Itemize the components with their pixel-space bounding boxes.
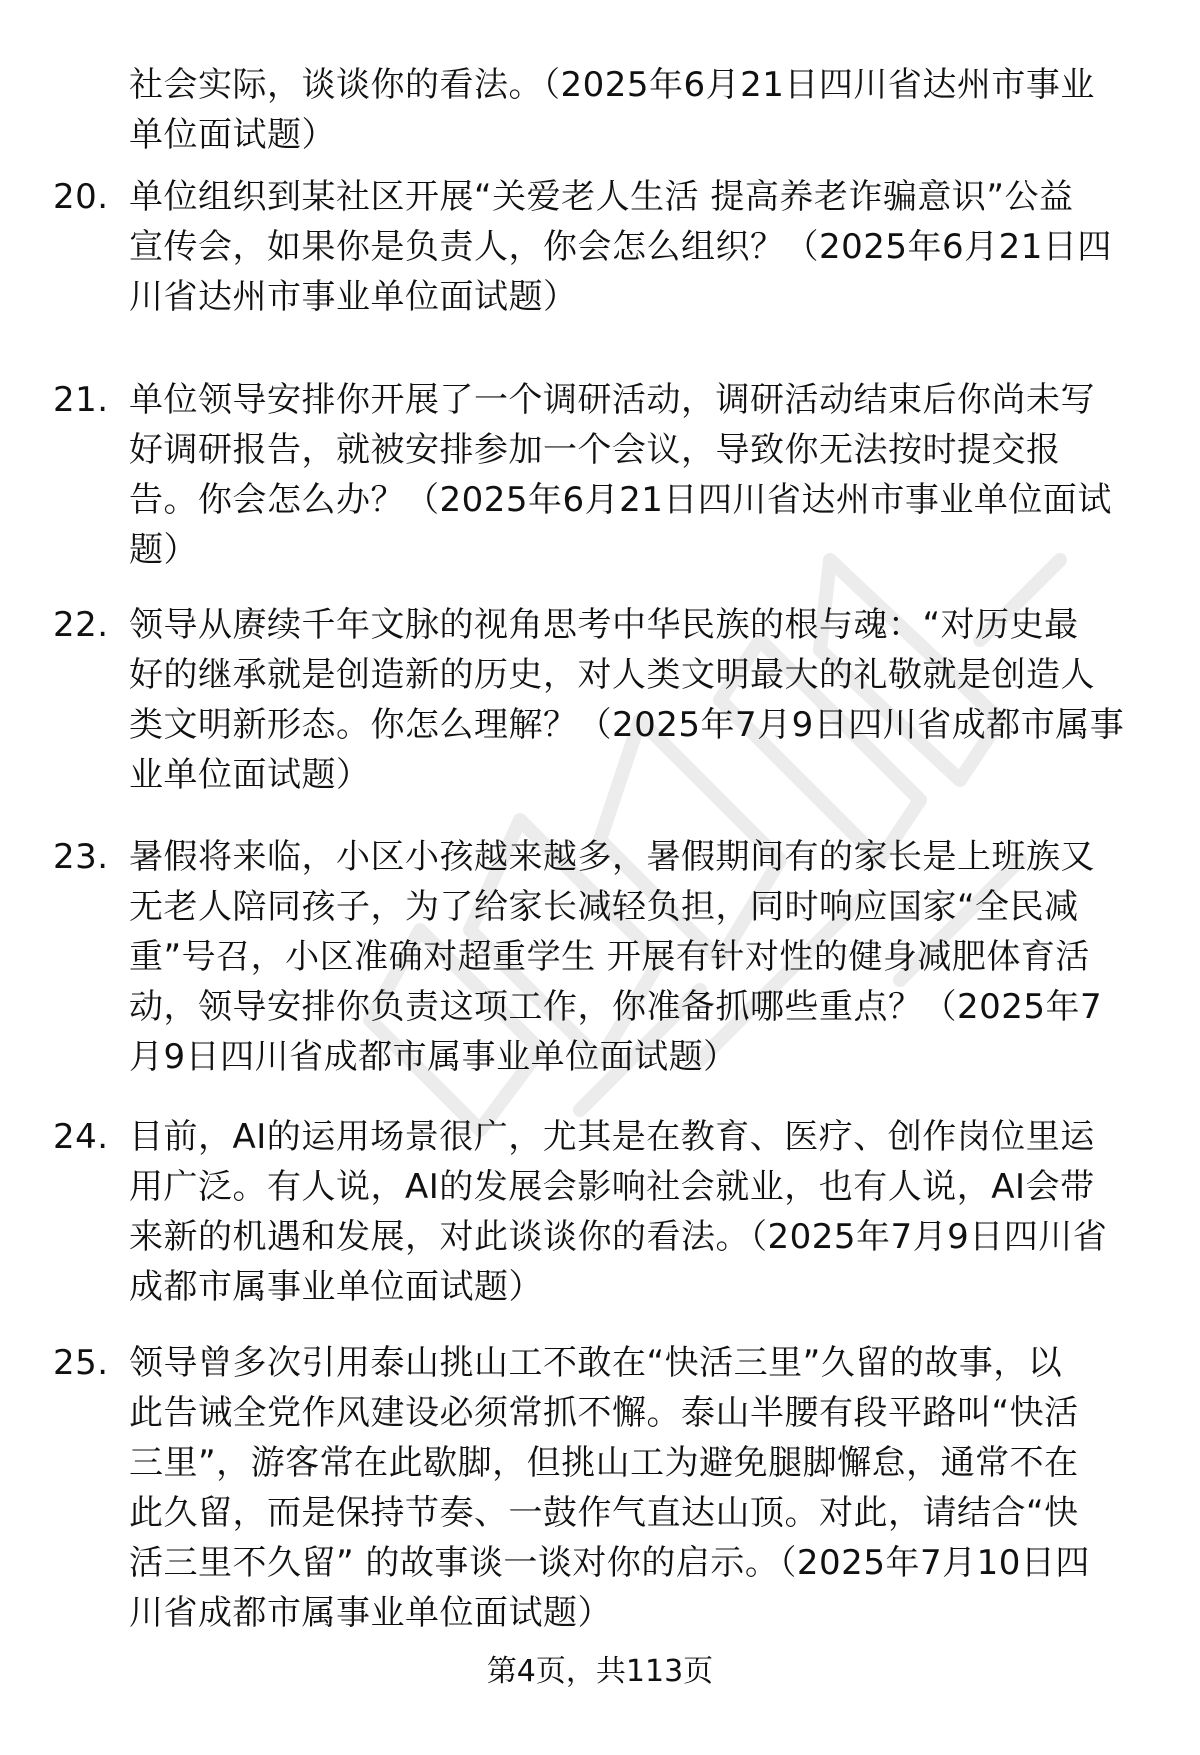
text-line: 三里”，游客常在此歇脚，但挑山工为避免腿脚懈怠，通常不在 — [129, 1443, 1079, 1483]
text-line: 动，领导安排你负责这项工作，你准备抓哪些重点？（2025年7 — [129, 987, 1103, 1027]
question-item — [53, 172, 1159, 322]
text-line: 领导曾多次引用泰山挑山工不敢在“快活三里”久留的故事，以 — [129, 1343, 1063, 1383]
question-number: 23. — [53, 837, 109, 877]
text-line: 重”号召，小区准确对超重学生 开展有针对性的健身减肥体育活 — [129, 937, 1090, 977]
question-number: 22. — [53, 605, 109, 645]
text-line: 无老人陪同孩子，为了给家长减轻负担，同时响应国家“全民减 — [129, 887, 1079, 927]
text-line: 业单位面试题） — [129, 755, 371, 795]
text-line: 来新的机遇和发展，对此谈谈你的看法。（2025年7月9日四川省 — [129, 1217, 1108, 1257]
question-number: 20. — [53, 177, 109, 217]
question-number: 25. — [53, 1343, 109, 1383]
question-item — [53, 832, 1159, 1082]
question-continuation — [129, 60, 1159, 160]
text-line: 类文明新形态。你怎么理解？（2025年7月9日四川省成都市属事 — [129, 705, 1125, 745]
text-line: 好的继承就是创造新的历史，对人类文明最大的礼敬就是创造人 — [129, 655, 1095, 695]
text-line: 成都市属事业单位面试题） — [129, 1267, 543, 1307]
text-line: 川省成都市属事业单位面试题） — [129, 1593, 612, 1633]
text-line: 领导从赓续千年文脉的视角思考中华民族的根与魂：“对历史最 — [129, 605, 1079, 645]
text-line: 题） — [129, 530, 198, 570]
text-line: 好调研报告，就被安排参加一个会议，导致你无法按时提交报 — [129, 430, 1061, 470]
question-item — [53, 1338, 1159, 1638]
question-number: 21. — [53, 380, 109, 420]
text-line: 此久留，而是保持节奏、一鼓作气直达山顶。对此，请结合“快 — [129, 1493, 1079, 1533]
text-line: 暑假将来临，小区小孩越来越多，暑假期间有的家长是上班族又 — [129, 837, 1095, 877]
question-number: 24. — [53, 1117, 109, 1157]
text-line: 用广泛。有人说，AI的发展会影响社会就业，也有人说，AI会带 — [129, 1167, 1095, 1207]
text-line: 社会实际，谈谈你的看法。（2025年6月21日四川省达州市事业 — [129, 65, 1095, 105]
question-item — [53, 1112, 1159, 1312]
page-number-footer: 第4页，共113页 — [486, 1654, 714, 1689]
text-line: 川省达州市事业单位面试题） — [129, 277, 578, 317]
question-item — [53, 600, 1159, 800]
text-line: 单位领导安排你开展了一个调研活动，调研活动结束后你尚未写 — [129, 380, 1095, 420]
text-line: 此告诫全党作风建设必须常抓不懈。泰山半腰有段平路叫“快活 — [129, 1393, 1079, 1433]
text-line: 单位组织到某社区开展“关爱老人生活 提高养老诈骗意识”公益 — [129, 177, 1074, 217]
text-line: 宣传会，如果你是负责人，你会怎么组织？（2025年6月21日四 — [129, 227, 1112, 267]
question-item — [53, 375, 1159, 575]
text-line: 目前，AI的运用场景很广，尤其是在教育、医疗、创作岗位里运 — [129, 1117, 1095, 1157]
text-line: 单位面试题） — [129, 115, 336, 155]
text-line: 活三里不久留” 的故事谈一谈对你的启示。（2025年7月10日四 — [129, 1543, 1090, 1583]
text-line: 告。你会怎么办？（2025年6月21日四川省达州市事业单位面试 — [129, 480, 1112, 520]
text-line: 月9日四川省成都市属事业单位面试题） — [129, 1037, 738, 1077]
